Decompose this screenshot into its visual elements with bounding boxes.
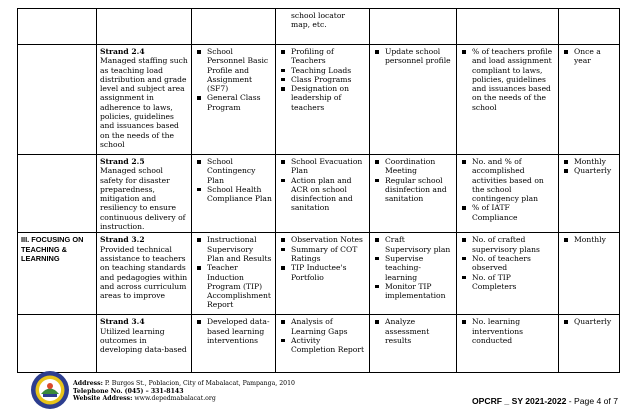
documents-cell [276, 155, 370, 233]
list-item: Regular school disinfection and sanitation [373, 176, 453, 204]
cell-empty [97, 9, 192, 45]
strand-title: Strand 2.4 [100, 47, 145, 56]
strand-title: Strand 2.5 [100, 157, 145, 166]
strand-title: Strand 3.2 [100, 235, 145, 245]
list-item: Observation Notes [279, 235, 366, 244]
address-label: Address: [73, 380, 103, 387]
table-row [18, 315, 620, 373]
list-item: Teaching Loads [279, 66, 366, 75]
list-item: Monthly [562, 235, 616, 244]
list-item: School Evacuation Plan [279, 157, 366, 176]
list-item: Analysis of Learning Gaps [279, 317, 366, 336]
strand-cell [97, 233, 192, 315]
list-item: Quarterly [562, 317, 616, 326]
list-item: Action plan and ACR on school disinfection and sanitation [279, 176, 366, 213]
list-item: Monthly [562, 157, 616, 166]
footer-address-block [73, 380, 295, 403]
frequency-cell [559, 155, 620, 233]
strand-cell [97, 45, 192, 155]
list-item: TIP Inductee's Portfolio [279, 263, 366, 282]
list-item: Update school personnel profile [373, 47, 453, 66]
list-item: Summary of COT Ratings [279, 245, 366, 264]
page-reference [472, 396, 618, 406]
strand-cell [97, 155, 192, 233]
list-item: Profiling of Teachers [279, 47, 366, 66]
strand-description: Managed school safety for disaster preparedness, mitigation and resiliency to ensure continuous delivery of instruction. [100, 166, 186, 232]
list-item: % of teachers profile and load assignment compliant to laws, policies, guidelines and issuances based on the needs of the school [460, 47, 555, 112]
page-number: - Page 4 of 7 [568, 396, 618, 406]
strand-description: Managed staffing such as teaching load distribution and grade level and subject area assignment in adherence to laws, policies, guidelines and issuances based on the needs of the school [100, 56, 188, 149]
list-item: General Class Program [195, 93, 272, 112]
list-item: Class Programs [279, 75, 366, 84]
focus-cell [18, 45, 97, 155]
list-item: Designation on leadership of teachers [279, 84, 366, 112]
means-of-verification-cell [192, 233, 276, 315]
list-item: Instructional Supervisory Plan and Results [195, 235, 272, 263]
documents-cell [276, 45, 370, 155]
list-item: No. of teachers observed [460, 254, 555, 273]
activities-cell [370, 45, 457, 155]
cell-empty [559, 9, 620, 45]
list-item: Teacher Induction Program (TIP) Accomplishment Report [195, 263, 272, 309]
indicators-cell [457, 315, 559, 373]
list-item: Supervise teaching-learning [373, 254, 453, 282]
means-of-verification-cell [192, 45, 276, 155]
list-item: Analyze assessment results [373, 317, 453, 345]
list-item: School Personnel Basic Profile and Assignment (SF7) [195, 47, 272, 93]
list-item: % of IATF Compliance [460, 203, 555, 222]
table-row [18, 155, 620, 233]
indicators-cell [457, 233, 559, 315]
address-text: P. Burgos St., Poblacion, City of Mabalacat, Pampanga, 2010 [104, 380, 295, 387]
focus-cell: III. FOCUSING ON TEACHING & LEARNING [18, 233, 97, 315]
opcrf-table [17, 8, 620, 373]
strand-description: Provided technical assistance to teachers on teaching standards and pedagogies within and across curriculum areas to improve [100, 244, 188, 301]
activities-cell [370, 315, 457, 373]
frequency-cell [559, 233, 620, 315]
activities-cell [370, 233, 457, 315]
documents-cell [276, 233, 370, 315]
page-footer [0, 367, 638, 417]
list-item: Activity Completion Report [279, 336, 366, 355]
indicators-cell [457, 45, 559, 155]
focus-cell [18, 315, 97, 373]
strand-cell [97, 315, 192, 373]
strand-title: Strand 3.4 [100, 317, 145, 327]
list-item: No. and % of accomplished activities based on the school contingency plan [460, 157, 555, 203]
list-item: Monitor TIP implementation [373, 282, 453, 301]
list-item: Coordination Meeting [373, 157, 453, 176]
cell-carryover-text: school locator map, etc. [276, 9, 370, 45]
website-text: www.depedmabalacat.org [134, 395, 216, 403]
report-label: OPCRF _ SY 2021-2022 [471, 396, 567, 406]
frequency-cell [559, 315, 620, 373]
frequency-cell [559, 45, 620, 155]
list-item: Quarterly [562, 166, 616, 175]
website-label: Website Address: [73, 395, 133, 403]
strand-description: Utilized learning outcomes in developing data-based [100, 326, 187, 355]
cell-empty [192, 9, 276, 45]
deped-seal-icon [30, 370, 70, 410]
list-item: Craft Supervisory plan [373, 235, 453, 254]
table-row [18, 45, 620, 155]
list-item: No. of crafted supervisory plans [460, 235, 555, 254]
means-of-verification-cell [192, 155, 276, 233]
list-item: No. learning interventions conducted [460, 317, 555, 345]
indicators-cell [457, 155, 559, 233]
cell-empty [370, 9, 457, 45]
means-of-verification-cell [192, 315, 276, 373]
documents-cell [276, 315, 370, 373]
list-item: School Health Compliance Plan [195, 185, 272, 204]
table-row-carryover [18, 9, 620, 45]
cell-empty [18, 9, 97, 45]
list-item: Once a year [562, 47, 616, 66]
list-item: No. of TIP Completers [460, 273, 555, 292]
activities-cell [370, 155, 457, 233]
focus-cell [18, 155, 97, 233]
table-row [18, 233, 620, 315]
cell-empty [457, 9, 559, 45]
list-item: School Contingency Plan [195, 157, 272, 185]
list-item: Developed data-based learning interventions [195, 317, 272, 345]
telephone-text: Telephone No. (045) – 331-8143 [73, 387, 184, 395]
